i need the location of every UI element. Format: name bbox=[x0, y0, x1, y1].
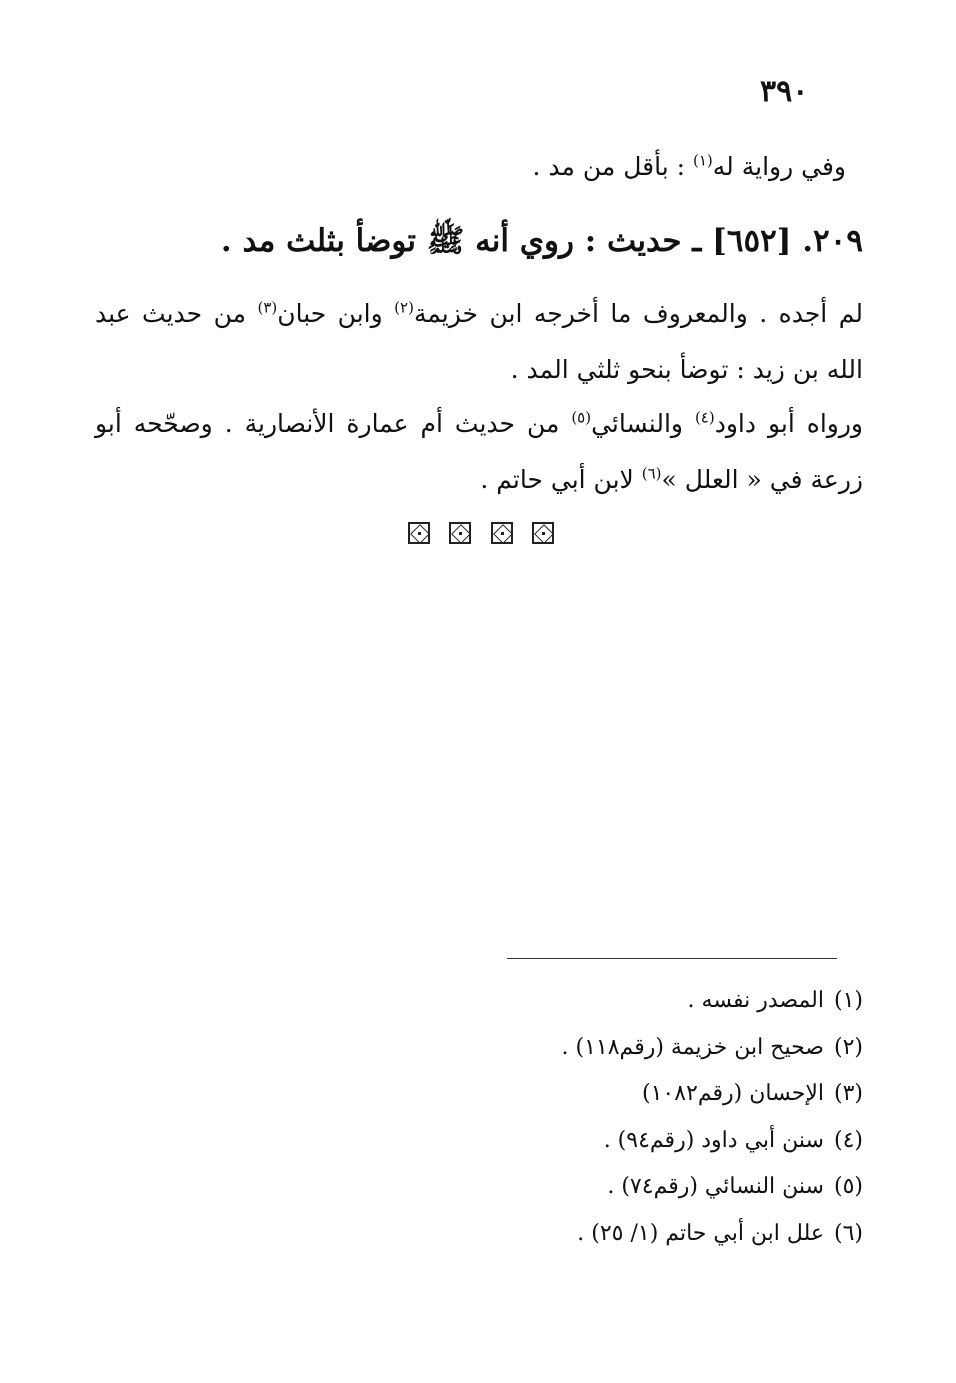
section-divider-ornaments bbox=[408, 522, 554, 546]
ornament-icon bbox=[449, 522, 471, 544]
page-number: ٣٩٠ bbox=[760, 74, 809, 109]
footnote-text: المصدر نفسه . bbox=[687, 988, 824, 1013]
footnote-item bbox=[443, 1128, 863, 1175]
commentary-paragraph-1 bbox=[95, 286, 863, 398]
footnote-ref[interactable]: (٤) bbox=[694, 408, 715, 427]
footnote-number: (٣) bbox=[833, 1081, 863, 1106]
footnote-item bbox=[443, 988, 863, 1035]
footnote-ref[interactable]: (٢) bbox=[394, 298, 414, 317]
footnote-number: (٦) bbox=[833, 1220, 863, 1246]
footnote-ref[interactable]: (٦) bbox=[641, 464, 662, 483]
ornament-icon bbox=[532, 522, 554, 544]
commentary-paragraph-2 bbox=[95, 396, 863, 508]
hadith-heading: ٢٠٩. [٦٥٢] ـ حديث : روي أنه ﷺ توضأ بثلث مد . bbox=[220, 223, 863, 259]
footnote-text: سنن النسائي (رقم٧٤) . bbox=[607, 1174, 824, 1199]
intro-text: وفي رواية له bbox=[712, 152, 846, 181]
para2-text-b: والنسائي bbox=[591, 409, 695, 438]
intro-text-end: : بأقل من مد . bbox=[532, 152, 693, 181]
footnote-item bbox=[443, 1221, 863, 1268]
footnote-text: سنن أبي داود (رقم٩٤) . bbox=[603, 1127, 824, 1153]
footnote-ref[interactable]: (٥) bbox=[571, 408, 592, 427]
footnote-item bbox=[443, 1035, 863, 1082]
footnote-text: صحيح ابن خزيمة (رقم١١٨) . bbox=[561, 1034, 824, 1060]
footnote-ref[interactable]: (١) bbox=[692, 151, 713, 170]
para2-text-a: ورواه أبو داود bbox=[714, 409, 863, 438]
footnote-item bbox=[443, 1081, 863, 1128]
footnote-text: علل ابن أبي حاتم (١/ ٢٥) . bbox=[577, 1220, 824, 1246]
footnote-number: (١) bbox=[833, 988, 863, 1013]
para2-text-d: لابن أبي حاتم . bbox=[480, 465, 642, 494]
para1-text-c: من حديث عبد الله بن زيد : توضأ بنحو ثلثي المد . bbox=[95, 299, 863, 384]
para1-text-a: لم أجده . والمعروف ما أخرجه ابن خزيمة bbox=[413, 299, 863, 328]
intro-line bbox=[532, 152, 846, 181]
ornament-icon bbox=[408, 522, 430, 544]
footnote-item bbox=[443, 1174, 863, 1221]
para1-text-b: وابن حبان bbox=[277, 299, 395, 328]
para2-text-c: من حديث أم عمارة الأنصارية . وصحّحه أبو زرعة في « العلل » bbox=[95, 409, 863, 494]
footnote-separator bbox=[507, 958, 837, 959]
footnotes-list bbox=[443, 988, 863, 1267]
footnote-text: الإحسان (رقم١٠٨٢) bbox=[642, 1081, 824, 1106]
footnote-number: (٢) bbox=[833, 1034, 863, 1060]
footnote-number: (٥) bbox=[833, 1174, 863, 1199]
ornament-icon bbox=[491, 522, 513, 544]
footnote-ref[interactable]: (٣) bbox=[257, 298, 278, 317]
footnote-number: (٤) bbox=[833, 1127, 863, 1153]
